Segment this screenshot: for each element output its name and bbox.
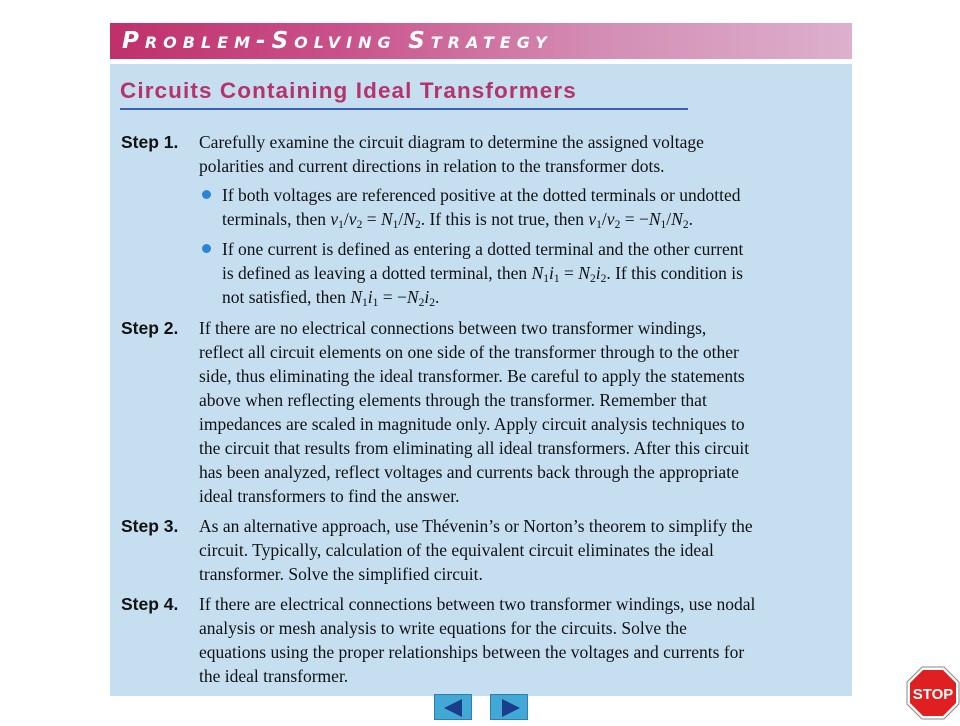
banner-title: PROBLEM-SOLVING STRATEGY [122, 28, 553, 54]
step-2-line: the circuit that results from eliminating all ideal transformers. After this circuit [199, 438, 750, 458]
step-4-line: analysis or mesh analysis to write equations for the circuits. Solve the [199, 618, 687, 638]
bullet-2-text-c: If this condition is [615, 263, 743, 283]
step-4-label: Step 4. [121, 594, 179, 614]
left-triangle-icon [435, 695, 473, 721]
stop-label: STOP [912, 686, 954, 703]
stop-sign-icon [906, 666, 960, 720]
bullet-2-line: If one current is defined as entering a dotted terminal and the other current [222, 239, 744, 259]
voltage-ratio-negative-equation: $v_1/v_2 = -N_1/N_2$. [588, 209, 693, 231]
next-slide-button[interactable] [490, 694, 528, 720]
step-1-label: Step 1. [121, 132, 179, 152]
step-3-line: transformer. Solve the simplified circuit. [199, 564, 483, 584]
step-2-line: above when reflecting elements through the transformer. Remember that [199, 390, 707, 410]
bullet-dot-icon [202, 244, 211, 253]
bullet-1-text-c: If this is not true, then [429, 209, 585, 229]
panel-title: Circuits Containing Ideal Transformers [120, 78, 577, 103]
voltage-ratio-equation: $v_1/v_2 = N_1/N_2$. [330, 209, 426, 231]
right-triangle-icon [491, 695, 529, 721]
step-4-line: the ideal transformer. [199, 666, 349, 686]
bullet-2-text-b: is defined as leaving a dotted terminal, then [222, 263, 528, 283]
bullet-2-text-d: not satisfied, then [222, 287, 346, 307]
current-negative-equation: $N_1i_1 = -N_2i_2$. [350, 287, 440, 309]
step-2-text [199, 316, 849, 508]
strategy-banner [110, 23, 852, 59]
bullet-1-text [222, 183, 848, 231]
bullet-1-line [222, 207, 848, 231]
step-1-line: polarities and current directions in relation to the transformer dots. [199, 156, 665, 176]
step-2-line: If there are no electrical connections between two transformer windings, [199, 318, 707, 338]
step-2-line: side, thus eliminating the ideal transformer. Be careful to apply the statements [199, 366, 745, 386]
step-3-line: circuit. Typically, calculation of the equivalent circuit eliminates the ideal [199, 540, 714, 560]
bullet-2-line [222, 261, 848, 285]
bullet-1-line: If both voltages are referenced positive at the dotted terminals or undotted [222, 185, 741, 205]
step-3-text [199, 514, 849, 586]
step-2-line: reflect all circuit elements on one side of the transformer through to the other [199, 342, 739, 362]
step-4-text [199, 592, 849, 688]
previous-slide-button[interactable] [434, 694, 472, 720]
bullet-2-text [222, 237, 848, 309]
bullet-2-line [222, 285, 848, 309]
step-2-label: Step 2. [121, 318, 179, 338]
current-equation: $N_1i_1 = N_2i_2$. [531, 263, 611, 285]
content-panel [110, 64, 852, 696]
step-3-label: Step 3. [121, 516, 179, 536]
step-2-line: ideal transformers to find the answer. [199, 486, 460, 506]
step-1-line: Carefully examine the circuit diagram to determine the assigned voltage [199, 132, 704, 152]
step-4-line: If there are electrical connections between two transformer windings, use nodal [199, 594, 756, 614]
step-4-line: equations using the proper relationships between the voltages and currents for [199, 642, 745, 662]
title-underline [120, 108, 688, 110]
step-3-line: As an alternative approach, use Thévenin’s or Norton’s theorem to simplify the [199, 516, 753, 536]
step-2-line: has been analyzed, reflect voltages and currents back through the appropriate [199, 462, 739, 482]
bullet-dot-icon [202, 190, 211, 199]
step-2-line: impedances are scaled in magnitude only. Apply circuit analysis techniques to [199, 414, 745, 434]
stop-button[interactable] [906, 666, 960, 720]
bullet-1-text-b: terminals, then [222, 209, 327, 229]
step-1-text [199, 130, 849, 178]
slide-navigation [434, 694, 530, 720]
